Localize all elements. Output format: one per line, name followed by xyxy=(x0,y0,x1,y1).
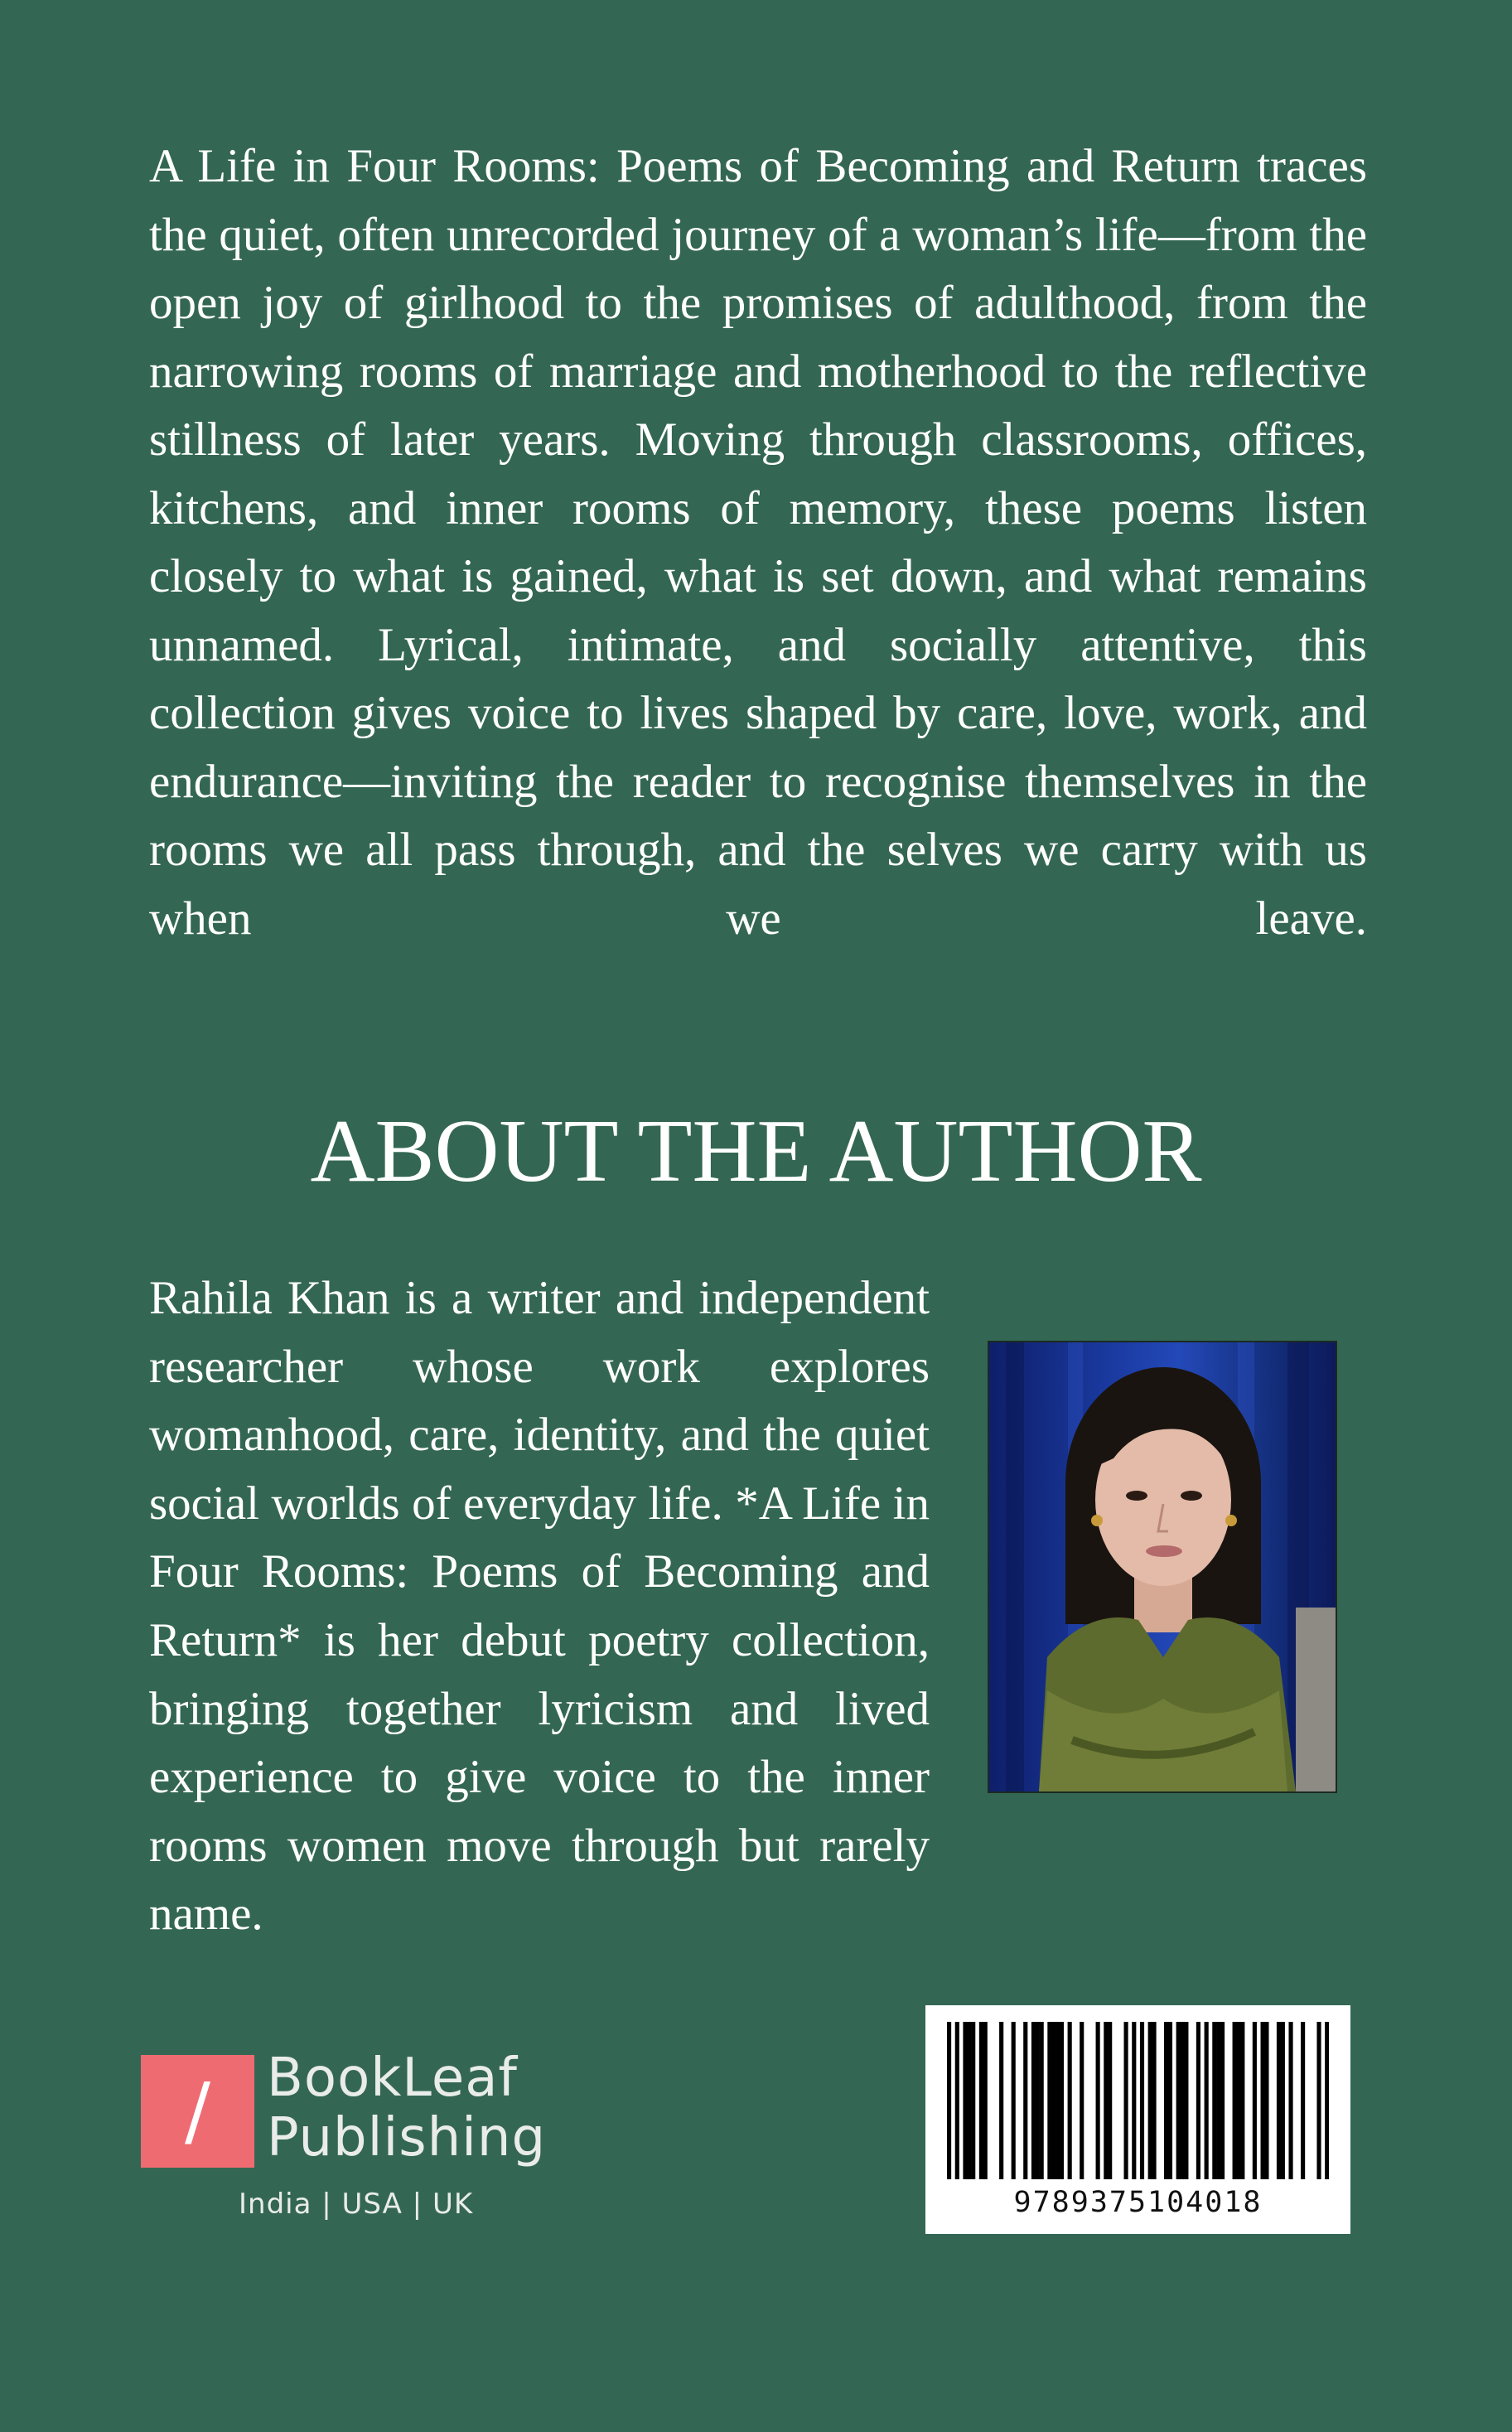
barcode-bar xyxy=(1108,2022,1112,2179)
barcode-bar xyxy=(1080,2022,1084,2179)
author-photo xyxy=(988,1341,1337,1793)
barcode-bar xyxy=(971,2022,975,2179)
barcode-bar xyxy=(1152,2022,1156,2179)
barcode-bar xyxy=(1176,2022,1181,2179)
barcode-bar xyxy=(1180,2022,1184,2179)
publisher-name-line1: BookLeaf xyxy=(267,2048,518,2109)
barcode-bar xyxy=(1104,2022,1108,2179)
publisher-name xyxy=(267,2048,546,2168)
publisher-regions: India | USA | UK xyxy=(239,2188,474,2221)
barcode-bar xyxy=(1031,2022,1036,2179)
barcode-bar xyxy=(1261,2022,1265,2179)
barcode-bar xyxy=(1277,2022,1281,2179)
barcode-bars xyxy=(947,2022,1329,2179)
author-bio: Rahila Khan is a writer and independent researcher whose work explores womanhood, care, identity, and the quiet social worlds of everyday life. *A Life in Four Rooms: Poems of Becoming and Return* is her debut poetry collection, bringing together lyricism and lived experience to give voice to the inner rooms women move through but rarely name. xyxy=(149,1272,930,1941)
barcode-bar xyxy=(1325,2022,1329,2179)
publisher-logo xyxy=(141,2048,555,2236)
barcode-bar xyxy=(1023,2022,1027,2179)
barcode-bar xyxy=(999,2022,1003,2179)
barcode-bar xyxy=(1068,2022,1072,2179)
barcode-bar xyxy=(963,2022,967,2179)
barcode-bar xyxy=(1140,2022,1144,2179)
barcode-bar xyxy=(1196,2022,1200,2179)
barcode-bar xyxy=(1212,2022,1216,2179)
barcode-bar xyxy=(1220,2022,1225,2179)
barcode-bar xyxy=(1096,2022,1100,2179)
barcode-bar xyxy=(1253,2022,1257,2179)
barcode-bar xyxy=(1036,2022,1040,2179)
book-blurb: A Life in Four Rooms: Poems of Becoming and Return traces the quiet, often unrecorded journey of a woman’s life—from the open joy of girlhood to the promises of adulthood, from the narrowing rooms of marriage and motherhood to the reflective stillness of later years. Moving through classrooms, offices, kitchens, and inner rooms of memory, these poems listen closely to what is gained, what is set down, and what remains unnamed. Lyrical, intimate, and socially attentive, this collection gives voice to lives shaped by care, love, work, and endurance—inviting the reader to recognise themselves in the rooms we all pass through, and the selves we carry with us when we leave. xyxy=(149,140,1367,945)
barcode-bar xyxy=(1056,2022,1060,2179)
barcode-bar xyxy=(1281,2022,1285,2179)
barcode-bar xyxy=(1236,2022,1240,2179)
barcode-bar xyxy=(979,2022,983,2179)
barcode-bar xyxy=(1316,2022,1321,2179)
barcode-bar xyxy=(1216,2022,1220,2179)
barcode-bar xyxy=(1148,2022,1152,2179)
barcode-bar xyxy=(1047,2022,1051,2179)
barcode-bar xyxy=(1060,2022,1064,2179)
barcode-bar xyxy=(1124,2022,1128,2179)
barcode-bar xyxy=(967,2022,971,2179)
barcode-bar xyxy=(1132,2022,1136,2179)
barcode-bar xyxy=(1012,2022,1016,2179)
barcode-bar xyxy=(1264,2022,1268,2179)
barcode-bar xyxy=(1184,2022,1188,2179)
publisher-logo-mark: / xyxy=(141,2055,254,2168)
publisher-name-line2: Publishing xyxy=(267,2107,547,2168)
about-author-heading: ABOUT THE AUTHOR xyxy=(310,1102,1202,1201)
barcode-bar xyxy=(1205,2022,1209,2179)
barcode-bar xyxy=(983,2022,988,2179)
barcode-bar xyxy=(1240,2022,1244,2179)
isbn-barcode xyxy=(925,2005,1350,2234)
barcode-bar xyxy=(1288,2022,1292,2179)
barcode-bar xyxy=(1164,2022,1168,2179)
barcode-bar xyxy=(1168,2022,1172,2179)
barcode-bar xyxy=(1051,2022,1056,2179)
barcode-bar xyxy=(955,2022,959,2179)
barcode-bar xyxy=(1040,2022,1044,2179)
barcode-bar xyxy=(1301,2022,1305,2179)
isbn-number: 9789375104018 xyxy=(1013,2186,1263,2219)
barcode-bar xyxy=(1233,2022,1237,2179)
barcode-bar xyxy=(947,2022,951,2179)
